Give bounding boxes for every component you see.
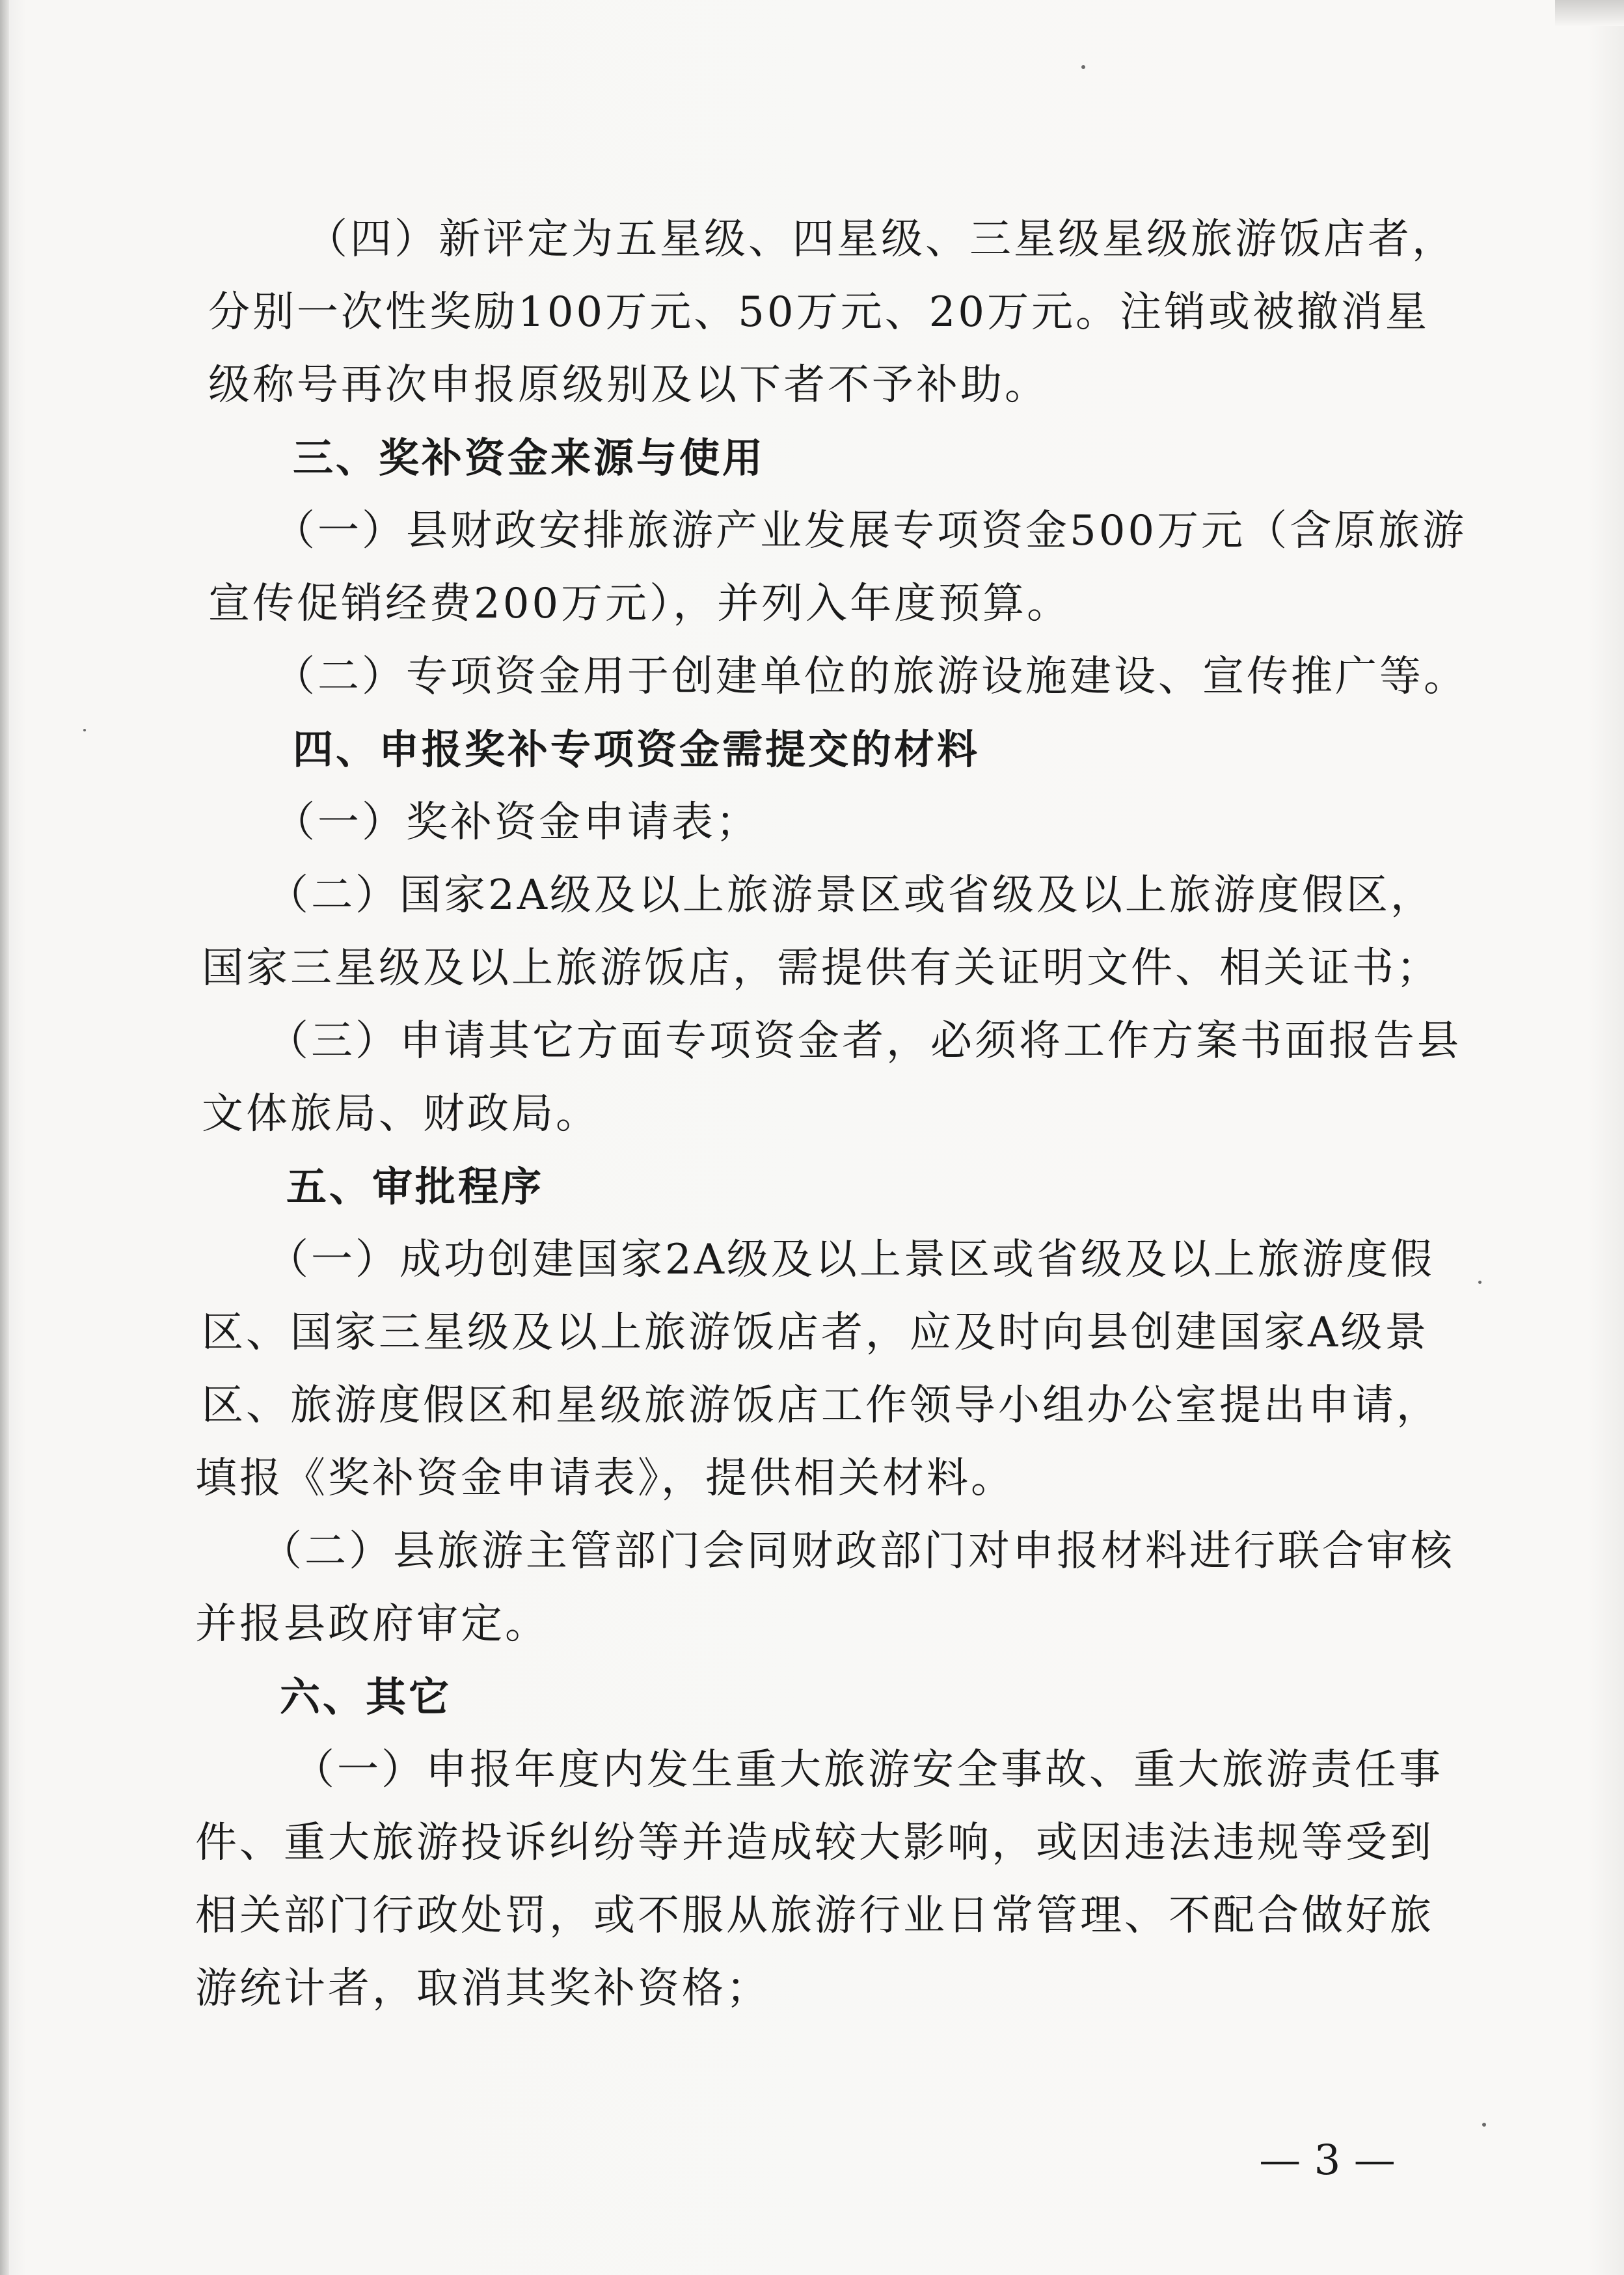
scan-shadow-top-right [1555, 0, 1624, 26]
section-heading-5: 五、审批程序 [286, 1163, 545, 1210]
scan-speck [83, 729, 86, 731]
paragraph-line: 填报《奖补资金申请表》，提供相关材料。 [195, 1454, 1015, 1503]
section-heading-6: 六、其它 [280, 1673, 452, 1721]
paragraph-line: （四）新评定为五星级、四星级、三星级星级旅游饭店者， [306, 215, 1456, 264]
paragraph-line: （二）国家2A级及以上旅游景区或省级及以上旅游度假区， [267, 871, 1435, 920]
paragraph-line: 文体旅局、财政局。 [202, 1090, 600, 1138]
paragraph-line: 相关部门行政处罚，或不服从旅游行业日常管理、不配合做好旅 [195, 1892, 1434, 1940]
paragraph-line: （一）申报年度内发生重大旅游安全事故、重大旅游责任事 [293, 1746, 1443, 1794]
scan-speck [1081, 65, 1085, 69]
page-number: — 3 — [1259, 2136, 1396, 2185]
paragraph-line: （一）成功创建国家2A级及以上景区或省级及以上旅游度假 [267, 1236, 1435, 1284]
scan-speck [1478, 1281, 1482, 1284]
paragraph-line: 游统计者，取消其奖补资格； [195, 1965, 770, 2013]
paragraph-line: 区、国家三星级及以上旅游饭店者，应及时向县创建国家A级景 [202, 1309, 1429, 1357]
section-heading-3: 三、奖补资金来源与使用 [293, 434, 766, 482]
paragraph-line: （二）专项资金用于创建单位的旅游设施建设、宣传推广等。 [273, 653, 1468, 701]
section-heading-4: 四、申报奖补专项资金需提交的材料 [293, 726, 981, 773]
paragraph-line: （三）申请其它方面专项资金者，必须将工作方案书面报告县 [267, 1017, 1461, 1065]
paragraph-line: 区、旅游度假区和星级旅游饭店工作领导小组办公室提出申请， [202, 1382, 1441, 1430]
scan-shadow-left [0, 0, 9, 2275]
paragraph-line: 宣传促销经费200万元），并列入年度预算。 [208, 580, 1072, 628]
paragraph-line: 并报县政府审定。 [195, 1600, 549, 1648]
paragraph-line: 国家三星级及以上旅游饭店，需提供有关证明文件、相关证书； [202, 944, 1441, 992]
paragraph-line: （一）奖补资金申请表； [273, 798, 760, 847]
paragraph-line: 分别一次性奖励100万元、50万元、20万元。注销或被撤消星 [208, 288, 1430, 336]
paragraph-line: 件、重大旅游投诉纠纷等并造成较大影响，或因违法违规等受到 [195, 1819, 1434, 1867]
paragraph-line: （一）县财政安排旅游产业发展专项资金500万元（含原旅游 [273, 507, 1467, 555]
paragraph-line: 级称号再次申报原级别及以下者不予补助。 [208, 361, 1049, 409]
scan-speck [1482, 2123, 1486, 2127]
paragraph-line: （二）县旅游主管部门会同财政部门对申报材料进行联合审核 [260, 1527, 1455, 1575]
